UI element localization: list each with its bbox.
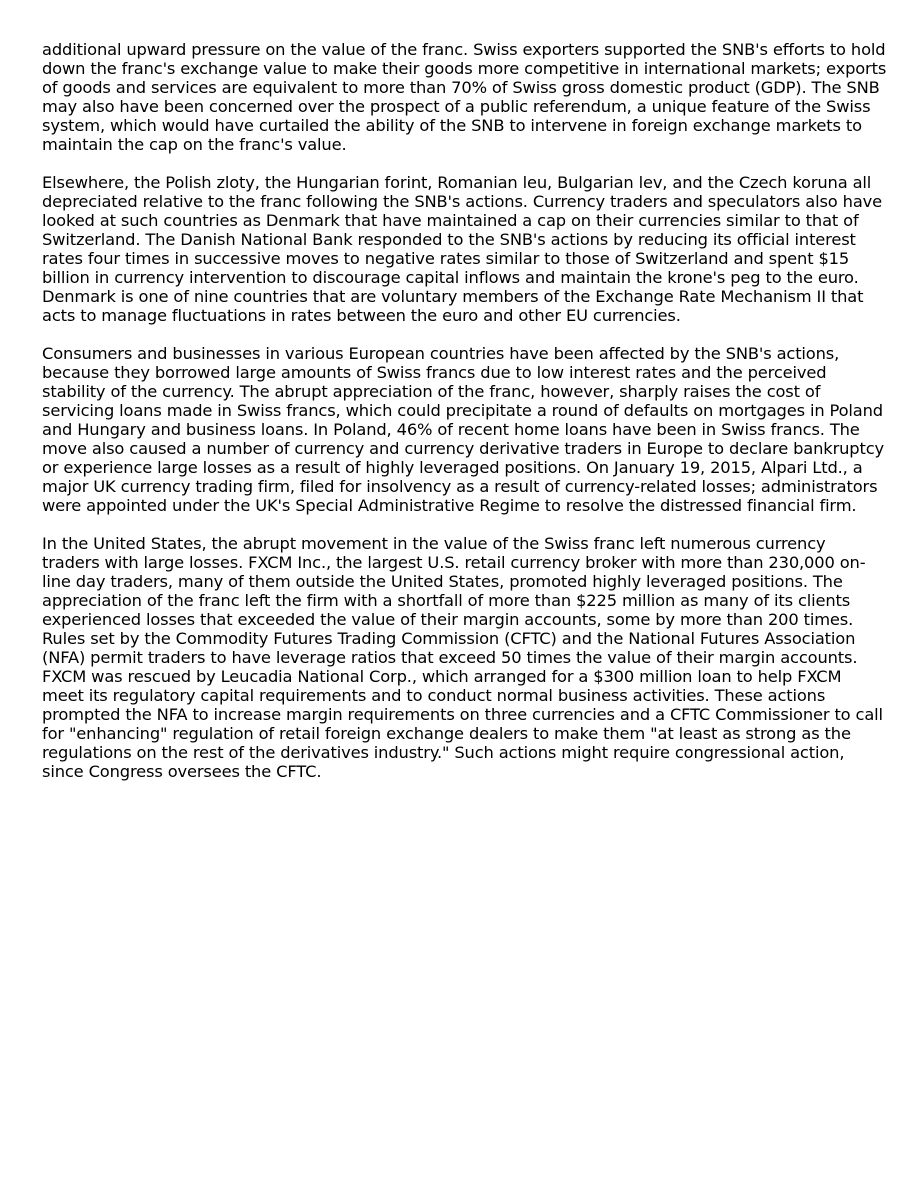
paragraph-consumers-businesses: Consumers and businesses in various European countries have been affected by the SNB's actions, because they borrowed large amounts of Swiss francs due to low interest rates and the perceived stability of the currency. The abrupt appreciation of the franc, however, sharply raises the cost of servicing loans made in Swiss francs, which could precipitate a round of defaults on mortgages in Poland and Hungary and business loans. In Poland, 46% of recent home loans have been in Swiss francs. The move also caused a number of currency and currency derivative traders in Europe to declare bankruptcy or experience large losses as a result of highly leveraged positions. On January 19, 2015, Alpari Ltd., a major UK currency trading firm, filed for insolvency as a result of currency-related losses; administrators were appointed under the UK's Special Administrative Regime to resolve the distressed financial firm. [42, 344, 884, 515]
paragraph-snb-franc-pressure: additional upward pressure on the value of the franc. Swiss exporters supported the SNB's efforts to hold down the franc's exchange value to make their goods more competitive in international markets; exports of goods and services are equivalent to more than 70% of Swiss gross domestic product (GDP). The SNB may also have been concerned over the prospect of a public referendum, a unique feature of the Swiss system, which would have curtailed the ability of the SNB to intervene in foreign exchange markets to maintain the cap on the franc's value. [42, 40, 887, 154]
paragraph-united-states: In the United States, the abrupt movement in the value of the Swiss franc left numerous currency traders with large losses. FXCM Inc., the largest U.S. retail currency broker with more than 230,000 on-line day traders, many of them outside the United States, promoted highly leveraged positions. The appreciation of the franc left the firm with a shortfall of more than $225 million as many of its clients experienced losses that exceeded the value of their margin accounts, some by more than 200 times. Rules set by the Commodity Futures Trading Commission (CFTC) and the National Futures Association (NFA) permit traders to have leverage ratios that exceed 50 times the value of their margin accounts. FXCM was rescued by Leucadia National Corp., which arranged for a $300 million loan to help FXCM meet its regulatory capital requirements and to conduct normal business activities. These actions prompted the NFA to increase margin requirements on three currencies and a CFTC Commissioner to call for "enhancing" regulation of retail foreign exchange dealers to make them "at least as strong as the regulations on the rest of the derivatives industry." Such actions might require congressional action, since Congress oversees the CFTC. [42, 534, 883, 781]
document-page [42, 40, 888, 800]
paragraph-european-currencies: Elsewhere, the Polish zloty, the Hungarian forint, Romanian leu, Bulgarian lev, and the Czech koruna all depreciated relative to the franc following the SNB's actions. Currency traders and speculators also have looked at such countries as Denmark that have maintained a cap on their currencies similar to that of Switzerland. The Danish National Bank responded to the SNB's actions by reducing its official interest rates four times in successive moves to negative rates similar to those of Switzerland and spent $15 billion in currency intervention to discourage capital inflows and maintain the krone's peg to the euro. Denmark is one of nine countries that are voluntary members of the Exchange Rate Mechanism II that acts to manage fluctuations in rates between the euro and other EU currencies. [42, 173, 882, 325]
